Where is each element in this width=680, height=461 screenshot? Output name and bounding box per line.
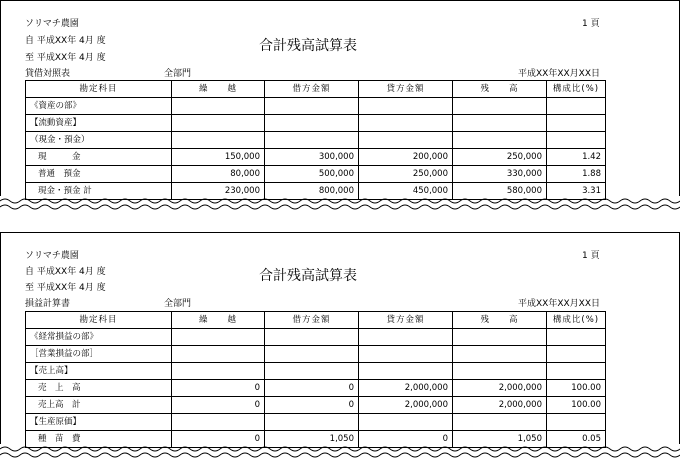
table-row	[26, 132, 606, 149]
credit-cell	[359, 132, 453, 149]
header-carryover: 繰 越	[172, 312, 265, 329]
carryover-cell	[172, 414, 265, 431]
page-number: 1 頁	[582, 251, 600, 261]
credit-cell: 450,000	[359, 183, 453, 200]
carryover-cell	[172, 363, 265, 380]
balance-cell: 580,000	[453, 183, 547, 200]
header-credit: 貸方金額	[359, 81, 453, 98]
ratio-cell: 1.42	[547, 149, 606, 166]
period-to: 至 平成XX年 4月 度	[25, 53, 106, 63]
ratio-cell	[547, 329, 606, 346]
header-debit: 借方金額	[265, 312, 359, 329]
debit-cell	[265, 414, 359, 431]
ratio-cell: 3.31	[547, 183, 606, 200]
report-type: 貸借対照表	[25, 69, 71, 79]
header-ratio: 構成比(%)	[547, 312, 606, 329]
report-date: 平成XX年XX月XX日	[518, 69, 600, 79]
credit-cell: 2,000,000	[359, 397, 453, 414]
account-cell: 普通 預金	[26, 166, 172, 183]
header-ratio: 構成比(%)	[547, 81, 606, 98]
carryover-cell: 230,000	[172, 183, 265, 200]
header-account: 勘定科目	[26, 81, 172, 98]
table-row	[26, 414, 606, 431]
ratio-cell	[547, 115, 606, 132]
ratio-cell: 1.88	[547, 166, 606, 183]
table-row	[26, 115, 606, 132]
balance-cell	[453, 98, 547, 115]
credit-cell: 250,000	[359, 166, 453, 183]
credit-cell	[359, 98, 453, 115]
header-carryover: 繰 越	[172, 81, 265, 98]
page-top-border	[0, 232, 680, 233]
ratio-cell: 0.05	[547, 431, 606, 448]
balance-cell	[453, 346, 547, 363]
report-date: 平成XX年XX月XX日	[518, 299, 600, 309]
account-cell: 【売上高】	[26, 363, 172, 380]
table-header-row	[26, 81, 606, 98]
credit-cell	[359, 115, 453, 132]
trial-balance-table	[25, 311, 606, 448]
page-left-border	[0, 0, 1, 196]
period-from: 自 平成XX年 4月 度	[25, 267, 106, 277]
department: 全部門	[164, 69, 192, 79]
table-header-row	[26, 312, 606, 329]
debit-cell	[265, 363, 359, 380]
table-row	[26, 98, 606, 115]
account-cell: （現金・預金）	[26, 132, 172, 149]
ratio-cell: 100.00	[547, 380, 606, 397]
carryover-cell: 80,000	[172, 166, 265, 183]
credit-cell: 0	[359, 431, 453, 448]
table-row	[26, 397, 606, 414]
period-to: 至 平成XX年 4月 度	[25, 283, 106, 293]
table-row	[26, 346, 606, 363]
carryover-cell	[172, 346, 265, 363]
header-credit: 貸方金額	[359, 312, 453, 329]
trial-balance-table	[25, 80, 606, 200]
balance-cell: 2,000,000	[453, 380, 547, 397]
balance-cell	[453, 363, 547, 380]
account-cell: 売 上 高	[26, 380, 172, 397]
carryover-cell	[172, 132, 265, 149]
debit-cell: 300,000	[265, 149, 359, 166]
credit-cell	[359, 414, 453, 431]
company-name: ソリマチ農園	[25, 19, 79, 29]
credit-cell	[359, 363, 453, 380]
account-cell: 売上高 計	[26, 397, 172, 414]
period-from: 自 平成XX年 4月 度	[25, 36, 106, 46]
company-name: ソリマチ農園	[25, 251, 79, 261]
balance-cell: 250,000	[453, 149, 547, 166]
page-break-wave	[0, 196, 680, 210]
account-cell: 現 金	[26, 149, 172, 166]
report-title: 合計残高試算表	[259, 38, 357, 54]
carryover-cell	[172, 329, 265, 346]
balance-cell	[453, 414, 547, 431]
account-cell: 現金・預金 計	[26, 183, 172, 200]
debit-cell	[265, 346, 359, 363]
balance-cell	[453, 329, 547, 346]
page-top-border	[0, 0, 680, 1]
balance-cell	[453, 115, 547, 132]
report-title: 合計残高試算表	[259, 268, 357, 284]
debit-cell: 800,000	[265, 183, 359, 200]
carryover-cell: 150,000	[172, 149, 265, 166]
carryover-cell	[172, 115, 265, 132]
balance-sheet-page	[0, 0, 680, 196]
account-cell: 【流動資産】	[26, 115, 172, 132]
account-cell: 【生産原価】	[26, 414, 172, 431]
ratio-cell	[547, 414, 606, 431]
debit-cell: 1,050	[265, 431, 359, 448]
header-balance: 残 高	[453, 312, 547, 329]
page-break-wave	[0, 444, 680, 458]
ratio-cell: 100.00	[547, 397, 606, 414]
table-row	[26, 149, 606, 166]
debit-cell: 0	[265, 397, 359, 414]
ratio-cell	[547, 98, 606, 115]
balance-cell: 1,050	[453, 431, 547, 448]
account-cell: 種 苗 費	[26, 431, 172, 448]
debit-cell: 0	[265, 380, 359, 397]
carryover-cell: 0	[172, 397, 265, 414]
debit-cell	[265, 132, 359, 149]
income-statement-page	[0, 232, 680, 444]
page-number: 1 頁	[582, 19, 600, 29]
header-balance: 残 高	[453, 81, 547, 98]
ratio-cell	[547, 132, 606, 149]
header-account: 勘定科目	[26, 312, 172, 329]
table-row	[26, 329, 606, 346]
ratio-cell	[547, 363, 606, 380]
carryover-cell: 0	[172, 380, 265, 397]
table-row	[26, 380, 606, 397]
credit-cell	[359, 329, 453, 346]
carryover-cell	[172, 98, 265, 115]
header-debit: 借方金額	[265, 81, 359, 98]
carryover-cell: 0	[172, 431, 265, 448]
table-row	[26, 166, 606, 183]
ratio-cell	[547, 346, 606, 363]
account-cell: 《経常損益の部》	[26, 329, 172, 346]
debit-cell	[265, 115, 359, 132]
balance-cell	[453, 132, 547, 149]
report-type: 損益計算書	[25, 299, 71, 309]
page-left-border	[0, 232, 1, 444]
account-cell: ［営業損益の部］	[26, 346, 172, 363]
credit-cell: 2,000,000	[359, 380, 453, 397]
debit-cell: 500,000	[265, 166, 359, 183]
balance-cell: 330,000	[453, 166, 547, 183]
department: 全部門	[164, 299, 192, 309]
credit-cell	[359, 346, 453, 363]
debit-cell	[265, 329, 359, 346]
account-cell: 《資産の部》	[26, 98, 172, 115]
credit-cell: 200,000	[359, 149, 453, 166]
balance-cell: 2,000,000	[453, 397, 547, 414]
table-row	[26, 363, 606, 380]
debit-cell	[265, 98, 359, 115]
